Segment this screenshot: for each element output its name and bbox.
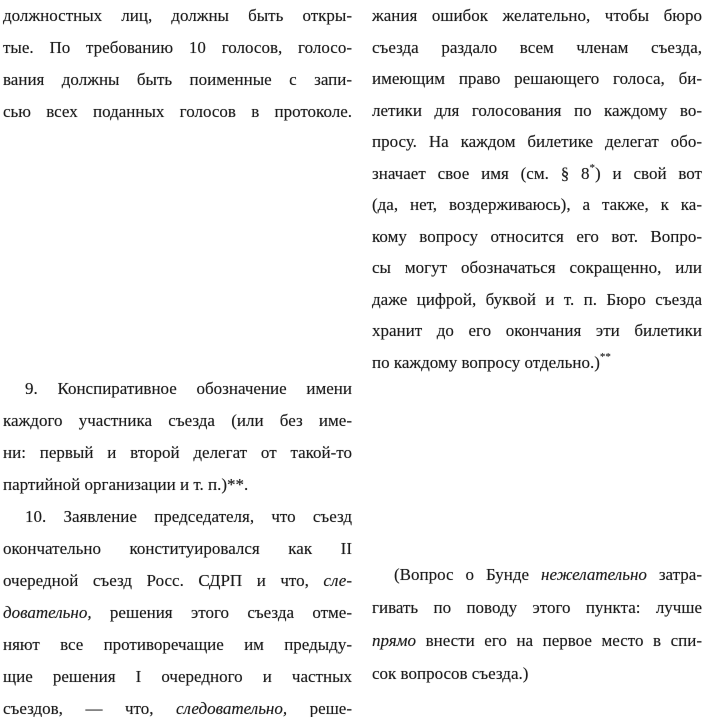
- paragraph: [3, 501, 352, 717]
- text-line: [3, 32, 352, 64]
- text-segment: (Вопрос о Бунде: [394, 565, 542, 584]
- paragraph: [3, 0, 352, 128]
- text-line: [3, 565, 352, 597]
- text-line: [372, 657, 702, 690]
- text-line: [3, 693, 352, 717]
- text-segment: 9. Конспиративное обозначение имени: [25, 379, 352, 398]
- italic-text: сле-: [323, 571, 352, 590]
- text-segment: гивать по поводу этого пункта: лучше: [372, 598, 702, 617]
- text-segment: ) и свой вот: [595, 163, 702, 183]
- text-segment: летики для голосования по каждому во-: [372, 100, 702, 120]
- text-segment: съезда раздало всем членам съезда,: [372, 37, 702, 57]
- text-segment: каждого участника съезда (или без име-: [3, 411, 352, 430]
- text-line: [372, 32, 702, 64]
- text-line: [3, 437, 352, 469]
- text-line: [372, 252, 702, 284]
- text-line: [3, 96, 352, 128]
- text-segment: затра-: [646, 565, 702, 584]
- text-segment: ни: первый и второй делегат от такой-то: [3, 443, 352, 462]
- text-segment: сы могут обозначаться сокращенно, или: [372, 258, 702, 277]
- text-segment: щие решения I очередного и частных: [3, 667, 352, 686]
- text-line: [3, 373, 352, 405]
- text-line: [372, 591, 702, 624]
- text-segment: вания должны быть поименные с запи-: [3, 70, 352, 89]
- text-segment: няют все противоречащие им предыду-: [3, 635, 352, 654]
- text-segment: жания ошибок желательно, чтобы бюро: [372, 6, 702, 25]
- text-line: [3, 533, 352, 565]
- text-line: [3, 405, 352, 437]
- text-segment: имеющим право решающего голоса, би-: [372, 69, 702, 88]
- text-line: [372, 63, 702, 95]
- text-line: [372, 0, 702, 32]
- footnote-marker: *: [589, 161, 596, 174]
- italic-text: нежелательно: [541, 565, 647, 584]
- right-column: [372, 0, 702, 690]
- text-line: [372, 315, 702, 347]
- italic-text: прямо: [372, 631, 417, 650]
- text-segment: должностных лиц, должны быть откры-: [3, 6, 352, 25]
- text-line: [3, 597, 352, 629]
- text-line: [3, 64, 352, 96]
- text-segment: (да, нет, воздерживаюсь), а также, к ка-: [372, 195, 702, 214]
- text-segment: кому вопросу относится его вот. Вопро-: [372, 226, 702, 246]
- text-segment: решения этого съезда отме-: [91, 603, 352, 622]
- text-line: [372, 189, 702, 221]
- text-segment: просу. На каждом билетике делегат обо-: [372, 132, 702, 151]
- text-line: [372, 558, 702, 591]
- text-segment: значает свое имя (см. § 8: [372, 163, 590, 183]
- text-line: [3, 661, 352, 693]
- text-segment: окончательно конституировался как II: [3, 539, 352, 558]
- text-segment: очередной съезд Росс. СДРП и что,: [3, 571, 324, 590]
- text-line: [372, 221, 702, 253]
- text-line: [372, 126, 702, 158]
- text-line: [372, 95, 702, 127]
- text-segment: реше-: [287, 699, 352, 717]
- paragraph: [372, 0, 702, 378]
- footnote-marker: **: [599, 350, 611, 363]
- italic-text: довательно,: [3, 603, 92, 622]
- text-segment: партийной организации и т. п.)**.: [3, 475, 249, 494]
- text-line: [372, 347, 702, 379]
- text-segment: съездов, — что,: [3, 699, 177, 717]
- text-segment: по каждому вопросу отдельно.): [372, 352, 600, 372]
- text-line: [3, 501, 352, 533]
- paragraph: [3, 373, 352, 501]
- text-line: [3, 469, 352, 501]
- text-segment: тые. По требованию 10 голосов, голосо-: [3, 38, 352, 57]
- text-line: [3, 629, 352, 661]
- italic-text: следовательно,: [176, 699, 288, 717]
- text-segment: сью всех поданных голосов в протоколе.: [3, 102, 352, 121]
- text-line: [3, 0, 352, 32]
- text-segment: сок вопросов съезда.): [372, 664, 529, 683]
- text-line: [372, 284, 702, 316]
- text-segment: хранит до его окончания эти билетики: [372, 321, 702, 340]
- paragraph: [372, 558, 702, 690]
- text-segment: даже цифрой, буквой и т. п. Бюро съезда: [372, 289, 702, 309]
- text-line: [372, 624, 702, 657]
- text-segment: внести его на первое место в спи-: [416, 631, 702, 650]
- text-line: [372, 158, 702, 190]
- text-segment: 10. Заявление председателя, что съезд: [25, 507, 352, 526]
- left-column: [3, 0, 352, 717]
